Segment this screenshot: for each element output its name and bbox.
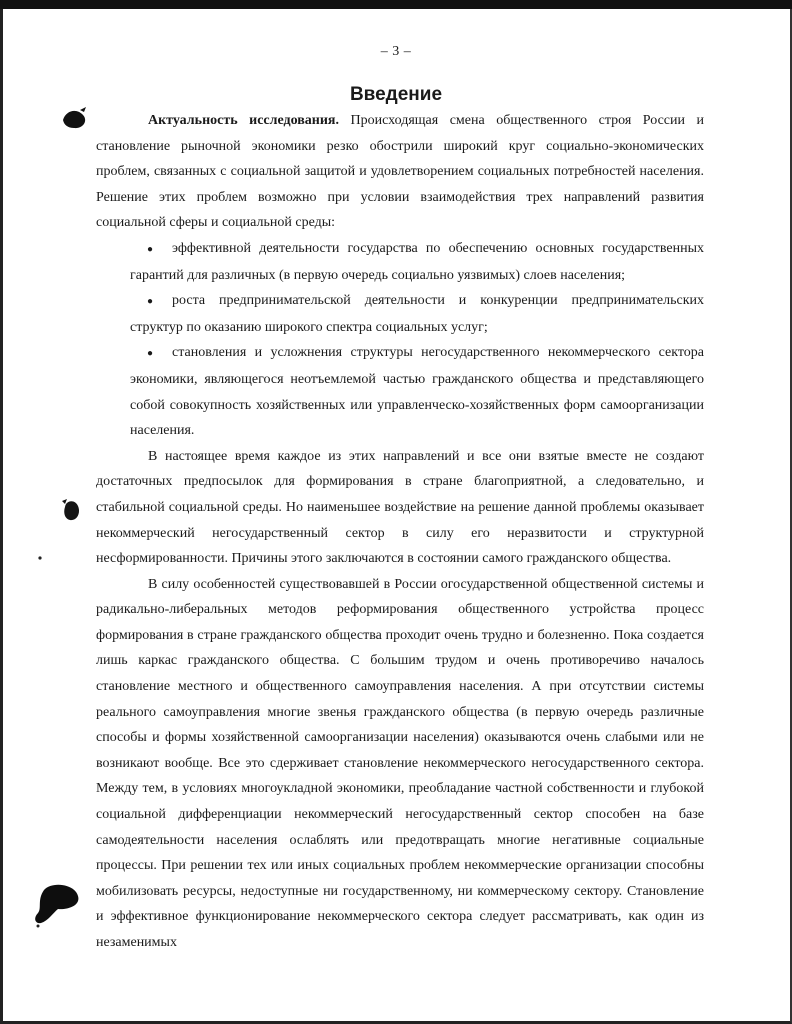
document-body (96, 108, 704, 956)
list-item-text: роста предпринимательской деятельности и конкуренции предпринимательских структур по оказанию широкого спектра социальных услуг; (130, 293, 704, 335)
list-item (130, 340, 704, 443)
relevance-lead: Актуальность исследования. (148, 113, 340, 128)
bullet-icon: ● (147, 348, 154, 360)
section-title: Введение (349, 84, 443, 105)
ink-speck (36, 554, 44, 562)
intro-text: Происходящая смена общественного строя России и становление рыночной экономики резко обострили широкий круг социально-экономических проблем, связанных с социальной защитой и удовлетворением социальных потребностей населения. Решение этих проблем возможно при условии взаимодействия трех направлений развития социальной сферы и социальной среды: (96, 113, 704, 231)
list-item-text: становления и усложнения структуры негосударственного некоммерческого сектора экономики, являющегося неотъемлемой частью гражданского общества и представляющего собой совокупность хозяйственных или управленческо-хозяйственных форм самоорганизации населения. (130, 345, 704, 439)
scan-top-edge (0, 0, 792, 9)
ink-blot-middle (60, 497, 84, 525)
list-item (130, 236, 704, 288)
ink-blot-top (60, 106, 90, 132)
body-paragraph: В силу особенностей существовавшей в России огосударственной общественной системы и радикально-либеральных методов реформирования общественного устройства процесс формирования в стране гражданского общества проходит очень трудно и болезненно. Пока создается лишь каркас гражданского общества. С большим трудом и очень противоречиво началось становление местного и общественного самоуправления населения. А при отсутствии системы реального самоуправления многие звенья гражданского общества (в первую очередь различные способы и формы хозяйственной самоорганизации населения) оказываются очень слабыми или не возникают вообще. Все это сдерживает становление некоммерческого негосударственного сектора. Между тем, в условиях многоукладной экономики, преобладание частной собственности и глубокой социальной дифференциации некоммерческий негосударственный сектор способен на базе самодеятельности населения ослаблять или предотвращать многие негативные социальные процессы. При решении тех или иных социальных проблем некоммерческие организации способны мобилизовать ресурсы, недоступные ни государственному, ни коммерческому сектору. Становление и эффективное функционирование некоммерческого сектора следует рассматривать, как один из незаменимых (96, 576, 704, 950)
list-item-text: эффективной деятельности государства по обеспечению основных государственных гарантий для различных (в первую очередь социально уязвимых) слоев населения; (130, 240, 704, 283)
intro-paragraph (96, 108, 704, 236)
body-paragraph: В настоящее время каждое из этих направлений и все они взятые вместе не создают достаточных предпосылок для формирования в стране благоприятной, а следовательно, и стабильной социальной среды. Но наименьшее воздействие на решение данной проблемы оказывает некоммерческий негосударственный сектор в силу его неразвитости и структурной несформированности. Причины этого заключаются в состоянии самого гражданского общества. (96, 448, 704, 567)
ink-blot-bottom (32, 882, 82, 930)
bullet-icon: ● (147, 243, 154, 255)
list-item (130, 288, 704, 340)
bullet-icon: ● (147, 296, 154, 308)
page-number: – 3 – (380, 44, 412, 59)
